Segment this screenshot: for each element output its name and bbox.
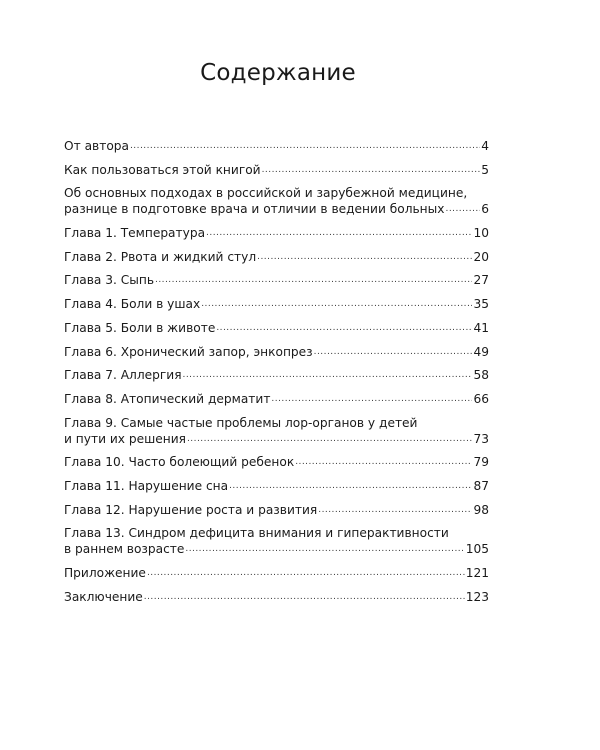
toc-entry-label: От автора: [64, 139, 129, 153]
dot-leader: [446, 201, 481, 217]
toc-entry[interactable]: [64, 320, 489, 336]
toc-entry-label: Глава 7. Аллергия: [64, 368, 182, 383]
toc-entry-label-line2: разнице в подготовке врача и отличии в ведении больных: [64, 202, 445, 217]
toc-entry-label: Глава 1. Температура: [64, 226, 206, 241]
toc-entry[interactable]: [64, 272, 489, 288]
toc-entry-label-line1: Об основных подходах в российской и зарубежной медицине,: [64, 186, 468, 201]
toc-page-number: 66: [473, 391, 489, 406]
toc-page-number: 121: [465, 566, 489, 580]
toc-entry[interactable]: [64, 162, 489, 178]
toc-entry[interactable]: [64, 502, 489, 518]
toc-page-number: 5: [481, 162, 489, 177]
toc-entry-label: Глава 10. Часто болеющий ребенок: [64, 455, 295, 470]
toc-entry[interactable]: [64, 589, 489, 605]
dot-leader: [216, 320, 472, 336]
dot-leader: [185, 541, 464, 557]
dot-leader: [271, 391, 472, 407]
toc-entry-label-line1: Глава 9. Самые частые проблемы лор-органов у детей: [64, 415, 418, 430]
toc-page-number: 79: [473, 455, 489, 470]
toc-entry[interactable]: [64, 138, 489, 154]
toc-entry-label: Приложение: [64, 566, 146, 580]
toc-entry[interactable]: [64, 525, 489, 557]
toc-page-number: 10: [473, 226, 489, 241]
table-of-contents: [64, 138, 489, 612]
toc-entry-label: Глава 5. Боли в животе: [64, 320, 216, 335]
dot-leader: [257, 249, 472, 265]
toc-page-number: 58: [473, 368, 489, 383]
toc-page-number: 73: [473, 431, 489, 446]
toc-entry[interactable]: [64, 478, 489, 494]
dot-leader: [206, 225, 472, 241]
dot-leader: [318, 502, 472, 518]
dot-leader: [183, 367, 473, 383]
toc-page-number: 27: [473, 273, 489, 288]
dot-leader: [130, 138, 480, 154]
dot-leader: [155, 272, 472, 288]
toc-page-number: 87: [473, 478, 489, 493]
page-title: Содержание: [200, 60, 356, 86]
toc-entry[interactable]: [64, 344, 489, 360]
dot-leader: [314, 344, 473, 360]
dot-leader: [187, 431, 473, 447]
toc-entry[interactable]: [64, 249, 489, 265]
toc-entry[interactable]: [64, 454, 489, 470]
toc-entry[interactable]: [64, 565, 489, 581]
toc-entry-label-line1: Глава 13. Синдром дефицита внимания и гиперактивности: [64, 526, 449, 541]
toc-page-number: 98: [473, 502, 489, 517]
toc-entry-label: Как пользоваться этой книгой: [64, 162, 261, 177]
dot-leader: [201, 296, 472, 312]
toc-entry-label: Глава 8. Атопический дерматит: [64, 391, 271, 406]
toc-entry[interactable]: [64, 367, 489, 383]
toc-entry-label-line2: в раннем возрасте: [64, 542, 185, 557]
toc-page-number: 49: [473, 344, 489, 359]
toc-entry-label: Глава 3. Сыпь: [64, 273, 155, 288]
toc-page-number: 20: [473, 249, 489, 264]
toc-page-number: 41: [473, 320, 489, 335]
dot-leader: [295, 454, 472, 470]
toc-entry-label: Глава 6. Хронический запор, энкопрез: [64, 344, 313, 359]
toc-entry[interactable]: [64, 296, 489, 312]
dot-leader: [147, 565, 465, 581]
toc-entry-label: Заключение: [64, 589, 143, 604]
toc-entry[interactable]: [64, 391, 489, 407]
dot-leader: [229, 478, 472, 494]
toc-page-number: 35: [473, 297, 489, 312]
toc-entry-label-line2: и пути их решения: [64, 431, 186, 446]
toc-entry-label: Глава 2. Рвота и жидкий стул: [64, 249, 257, 264]
toc-entry-label: Глава 12. Нарушение роста и развития: [64, 502, 318, 517]
toc-entry[interactable]: [64, 185, 489, 217]
toc-page-number: 6: [481, 202, 489, 217]
dot-leader: [262, 162, 481, 178]
toc-entry[interactable]: [64, 415, 489, 447]
toc-page-number: 4: [481, 139, 489, 153]
toc-page-number: 105: [465, 542, 489, 557]
toc-entry[interactable]: [64, 225, 489, 241]
toc-page-number: 123: [465, 589, 489, 604]
dot-leader: [144, 589, 465, 605]
toc-entry-label: Глава 4. Боли в ушах: [64, 297, 201, 312]
toc-entry-label: Глава 11. Нарушение сна: [64, 478, 229, 493]
